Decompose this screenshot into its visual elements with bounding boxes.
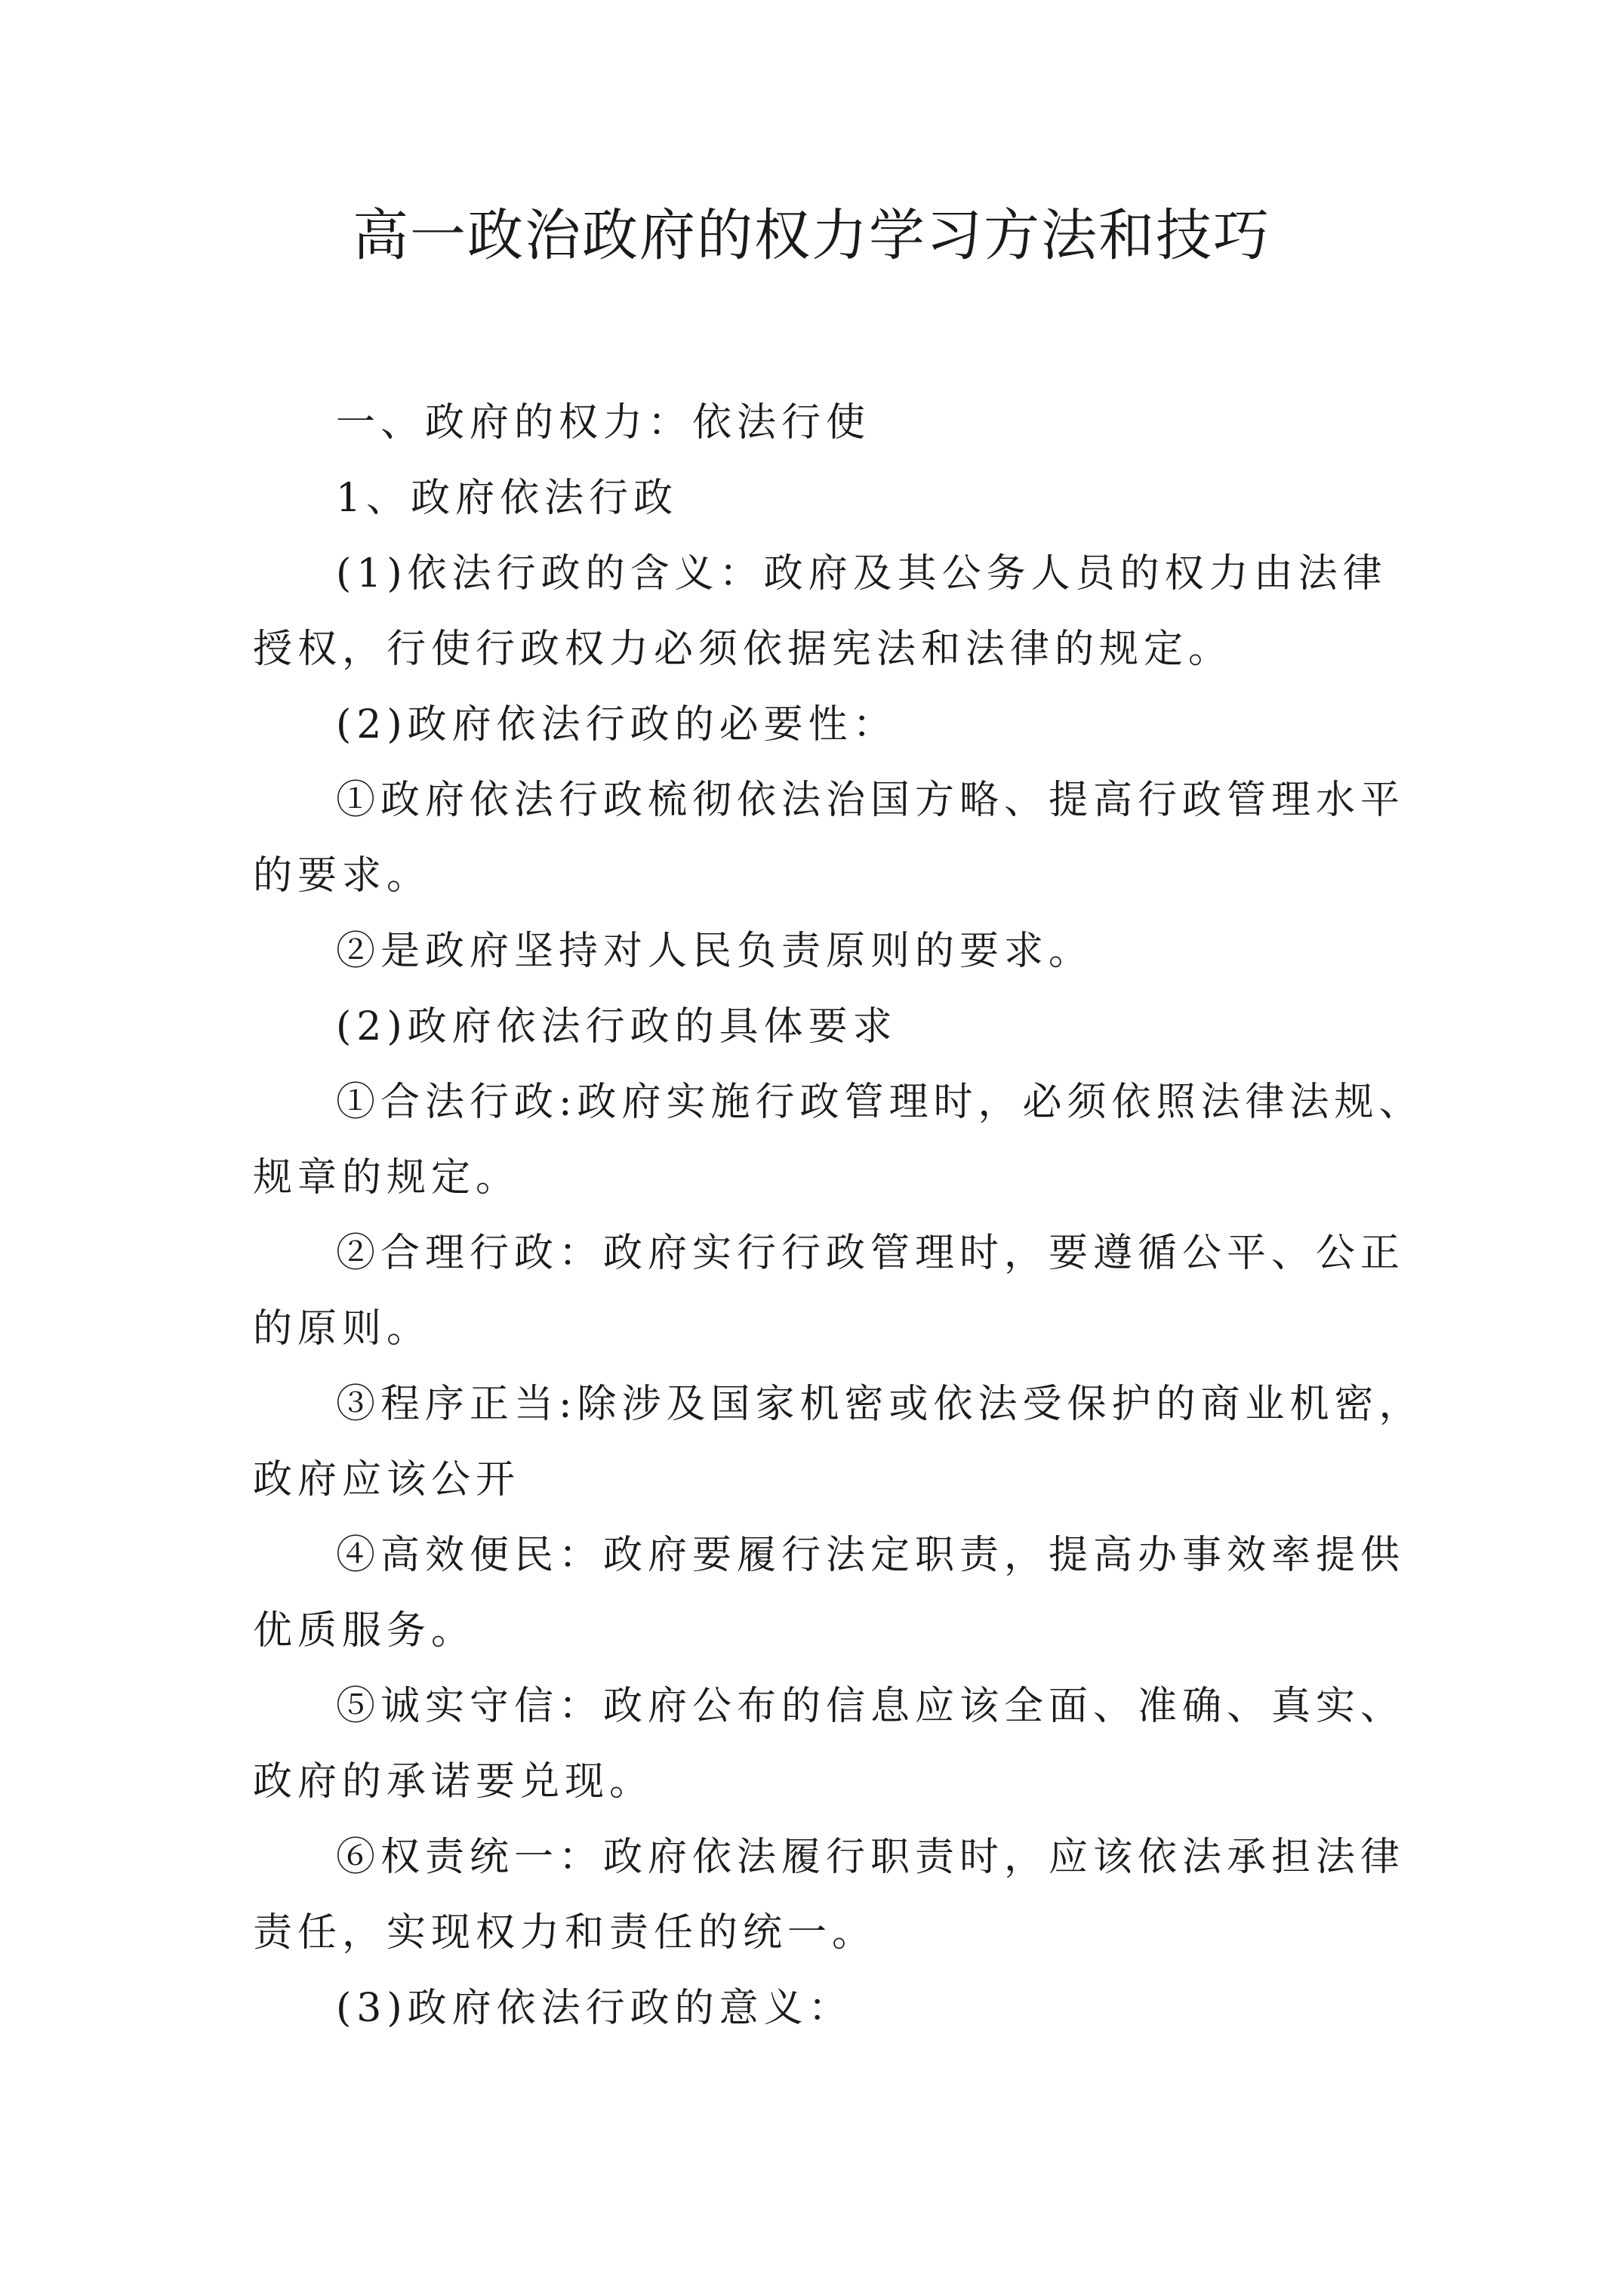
paragraph: ⑥权责统一：政府依法履行职责时，应该依法承担法律责任，实现权力和责任的统一。 [253, 1835, 1406, 1955]
paragraph: ②合理行政：政府实行行政管理时，要遵循公平、公正的原则。 [253, 1231, 1406, 1351]
paragraph: (2)政府依法行政的必要性： [336, 702, 898, 747]
section-heading: 一、政府的权力：依法行使 [336, 400, 871, 445]
paragraph: ①政府依法行政梳彻依法治国方略、提高行政管理水平的要求。 [253, 778, 1406, 898]
paragraph: ②是政府坚持对人民负责原则的要求。 [336, 929, 1094, 974]
paragraph: ③程序正当:除涉及国家机密或依法受保护的商业机密，政府应该公开 [253, 1382, 1424, 1502]
paragraph: (2)政府依法行政的具体要求 [336, 1004, 898, 1049]
paragraph: ④高效便民：政府要履行法定职责，提高办事效率提供优质服务。 [253, 1533, 1406, 1653]
paragraph: (1)依法行政的含义：政府及其公务人员的权力由法律授权，行使行政权力必须依据宪法和法律的规定。 [253, 551, 1387, 672]
paragraph: (3)政府依法行政的意义： [336, 1986, 853, 2031]
document-body [253, 385, 1431, 2046]
document-title: 高一政治政府的权力学习方法和技巧 [353, 203, 1270, 268]
paragraph: ①合法行政:政府实施行政管理时，必须依照法律法规、规章的规定。 [253, 1080, 1424, 1200]
subsection-heading: 1、政府依法行政 [336, 476, 679, 521]
paragraph: ⑤诚实守信：政府公布的信息应该全面、准确、真实、政府的承诺要兑现。 [253, 1684, 1406, 1804]
